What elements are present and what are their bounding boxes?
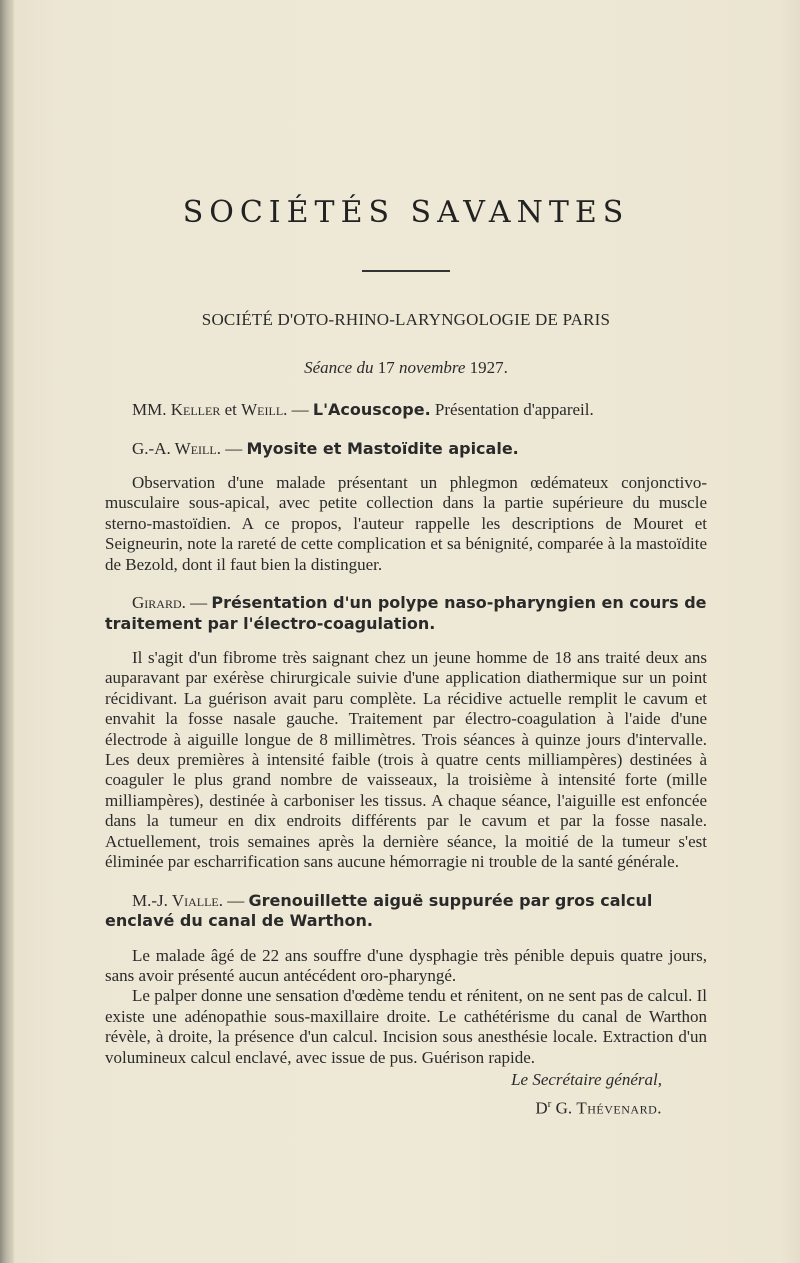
entry-title: Myosite et Mastoïdite apicale. xyxy=(246,438,519,458)
entry-dash: — xyxy=(190,593,208,613)
signature-surname: Thévenard. xyxy=(576,1098,662,1118)
entry-author: Girard. xyxy=(132,593,186,613)
signature xyxy=(105,1070,707,1119)
entry-title: Présentation d'un polype naso-pharyngien en cours de traitement par l'électro-coagulation. xyxy=(105,593,707,633)
session-year: 1927. xyxy=(469,358,508,377)
entry-dash: — xyxy=(227,890,245,910)
entry-author: Keller xyxy=(170,400,221,419)
entry-author: G.-A. Weill. xyxy=(132,438,221,458)
entry-keller-weill xyxy=(105,400,707,421)
entry-author: M.-J. Vialle. xyxy=(132,890,224,910)
session-day: 17 xyxy=(377,358,395,377)
entry-body: Observation d'une malade présentant un phlegmon œdémateux conjonctivo-musculaire sous-apical, avec petite collection dans la partie supérieure du muscle sterno-mastoïdien. A ce propos, l'auteur rappelle les descriptions de Mouret et Seigneurin, note la rareté de cette complication et sa bénignité, comparée à la mastoïdite de Bezold, dont il faut bien la distinguer. xyxy=(105,473,707,574)
signature-name xyxy=(105,1098,662,1119)
signature-role: Le Secrétaire général, xyxy=(511,1069,662,1089)
entry-dash: — xyxy=(291,400,309,419)
entry-description: Présentation d'appareil. xyxy=(434,400,594,419)
book-spine-shadow xyxy=(0,0,14,1263)
entry-title: L'Acouscope. xyxy=(312,400,431,419)
entry-girard xyxy=(105,593,707,634)
entry-body: Il s'agit d'un fibrome très saignant chez un jeune homme de 18 ans traité deux ans auparavant par exérèse chirurgicale suivie d'une application diathermique sur un point récidivant. La guérison avait paru complète. La récidive actuelle remplit le cavum et envahit la fosse nasale gauche. Traitement par électro-coagulation à l'aide d'une électrode à aiguille longue de 8 millimètres. Trois séances à quinze jours d'intervalle. Les deux premières à intensité faible (trois à quatre cents milliampères) destinées à coaguler le plus grand nombre de vaisseaux, la troisième à intensité forte (mille milliampères), destinée à carboniser les tissus. A chaque séance, l'aiguille est enfoncée dans la tumeur en dix endroits différents par le cavum et par la fosse nasale. Actuellement, trois semaines après la dernière séance, la moitié de la tumeur s'est éliminée par escharrification sans aucune hémorragie ni trouble de la santé générale. xyxy=(105,648,707,872)
entry-vialle xyxy=(105,891,707,932)
signature-title-sup: r xyxy=(547,1097,552,1110)
title-divider xyxy=(362,270,450,272)
entry-joiner: et xyxy=(224,400,237,419)
signature-initial: G. xyxy=(555,1098,573,1118)
entry-title: Grenouillette aiguë suppurée par gros calcul enclavé du canal de Warthon. xyxy=(105,890,653,930)
entry-prefix: MM. xyxy=(132,400,167,419)
entry-dash: — xyxy=(225,438,243,458)
session-date xyxy=(105,358,707,378)
entry-body: Le palper donne une sensation d'œdème tendu et rénitent, on ne sent pas de calcul. Il existe une adénopathie sous-maxillaire droite. Le cathétérisme du canal de Warthon révèle, à droite, la présence d'un calcul. Incision sous anesthésie locale. Extraction d'un volumineux calcul enclavé, avec issue de pus. Guérison rapide. xyxy=(105,986,707,1067)
entry-author: Weill. xyxy=(241,400,288,419)
session-month: novembre xyxy=(398,358,466,377)
article xyxy=(105,195,707,1119)
session-prefix: Séance du xyxy=(304,358,374,377)
entry-weill xyxy=(105,439,707,460)
signature-title-prefix: D xyxy=(535,1098,548,1118)
page-title: SOCIÉTÉS SAVANTES xyxy=(182,195,630,230)
entry-body: Le malade âgé de 22 ans souffre d'une dysphagie très pénible depuis quatre jours, sans avoir présenté aucun antécédent oro-pharyngé. xyxy=(105,945,707,985)
society-heading: SOCIÉTÉ D'OTO-RHINO-LARYNGOLOGIE DE PARIS xyxy=(201,310,611,329)
